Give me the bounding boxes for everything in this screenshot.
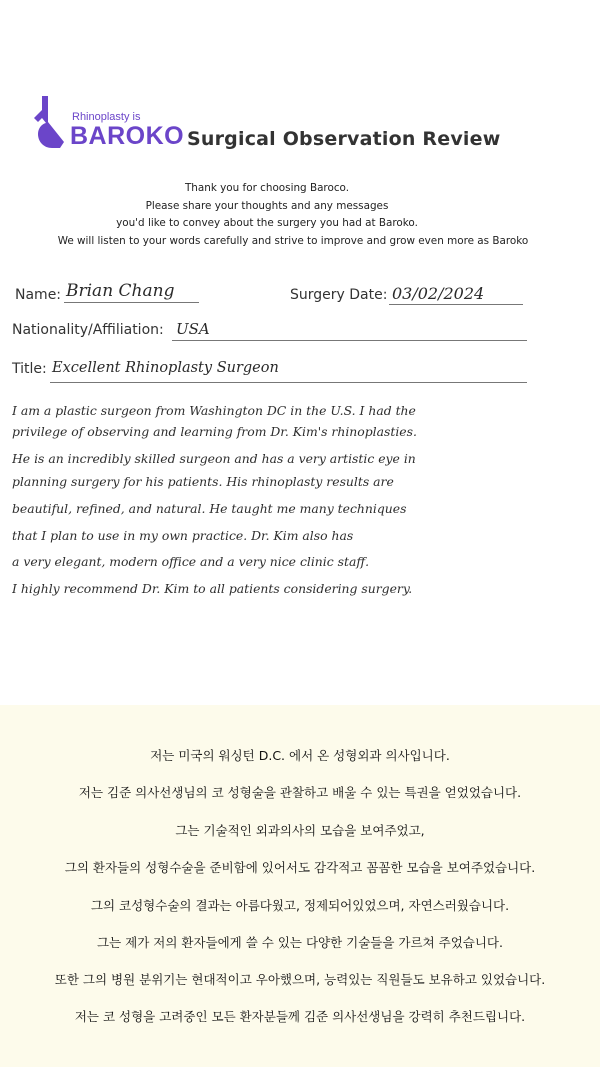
title-label: Title: [12,361,47,377]
surgery-date-label: Surgery Date: [290,287,388,303]
logo-brand-name: BAROKO [70,122,185,150]
review-line: privilege of observing and learning from Dr. Kim's rhinoplasties. [12,423,417,439]
translation-line: 그의 환자들의 성형수술을 준비함에 있어서도 감각적고 꼼꼼한 모습을 보여주었습니다. [64,860,536,875]
logo-tagline: Rhinoplasty is [72,111,141,123]
title-underline [50,382,527,383]
translation-line: 저는 코 성형을 고려중인 모든 환자분들께 김준 의사선생님을 강력히 추천드립니다. [74,1009,526,1024]
intro-line: Thank you for choosing Baroco. [184,182,350,194]
review-line: planning surgery for his patients. His rhinoplasty results are [12,473,394,489]
surgery-date-value: 03/02/2024 [392,284,485,303]
review-line: that I plan to use in my own practice. Dr. Kim also has [12,527,354,543]
translation-line: 저는 미국의 워싱턴 D.C. 에서 온 성형외과 의사입니다. [150,748,450,763]
translation-line: 그는 기술적인 외과의사의 모습을 보여주었고, [175,823,425,838]
intro-line: Please share your thoughts and any messages [145,199,389,212]
baroko-logo [30,92,190,158]
korean-translation [0,705,600,1067]
name-label: Name: [15,287,62,303]
intro-text [0,180,534,250]
translation-line: 그는 제가 저의 환자들에게 쓸 수 있는 다양한 기술들을 가르쳐 주었습니다. [97,935,503,950]
name-underline [64,302,199,303]
nationality-value: USA [176,320,210,338]
review-line: I am a plastic surgeon from Washington DC in the U.S. I had the [12,403,416,418]
nationality-label: Nationality/Affiliation: [12,322,164,338]
nationality-underline [172,340,527,341]
review-line: a very elegant, modern office and a very nice clinic staff. [12,554,370,570]
translation-line: 또한 그의 병원 분위기는 현대적이고 우아했으며, 능력있는 직원들도 보유하고 있었습니다. [54,972,546,987]
name-value: Brian Chang [66,281,175,301]
review-line: He is an incredibly skilled surgeon and has a very artistic eye in [12,450,416,466]
review-line: beautiful, refined, and natural. He taught me many techniques [12,500,407,516]
translation-line: 저는 김준 의사선생님의 코 성형술을 관찰하고 배울 수 있는 특권을 얻었었습니다. [78,785,522,800]
intro-line: you'd like to convey about the surgery you had at Baroko. [116,217,418,230]
translation-line: 그의 코성형수술의 결과는 아름다웠고, 정제되어있었으며, 자연스러웠습니다. [90,898,510,913]
surgery-date-underline [389,304,523,305]
form-title: Surgical Observation Review [187,128,501,150]
handwritten-review [12,398,588,603]
intro-line: We will listen to your words carefully and strive to improve and grow even more as Baroko [57,234,529,247]
title-value: Excellent Rhinoplasty Surgeon [52,360,279,376]
review-line: I highly recommend Dr. Kim to all patients considering surgery. [12,581,413,597]
